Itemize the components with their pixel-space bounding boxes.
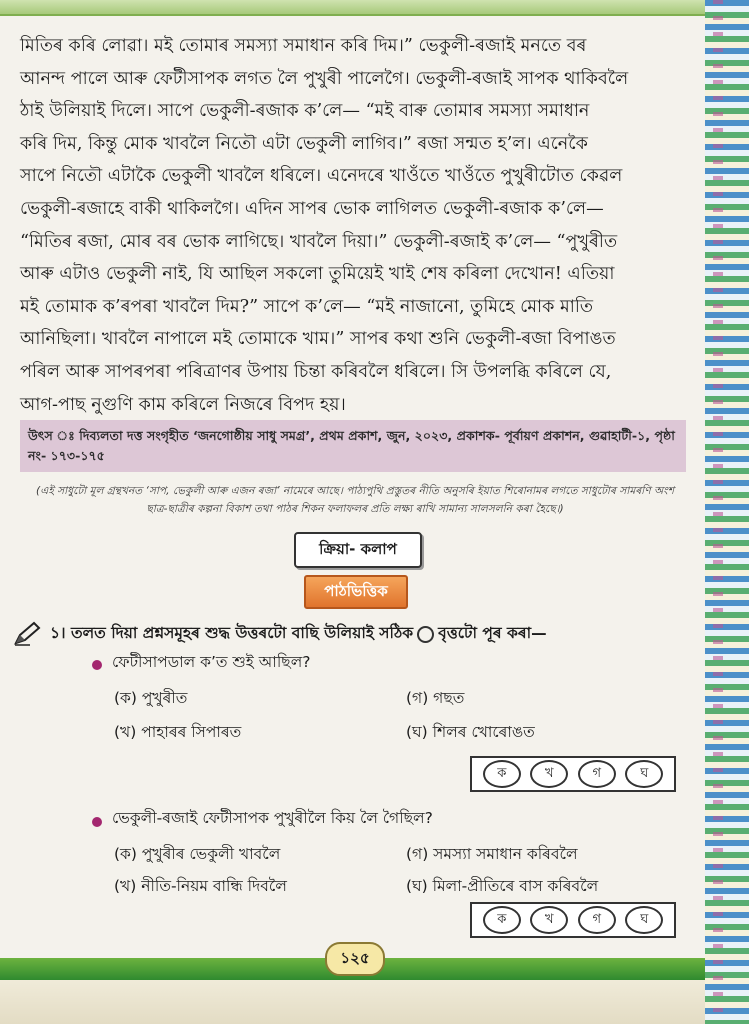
q1-option-b: (খ) পাহাৰৰ সিপাৰত: [114, 723, 242, 741]
story-line: পৰিল আৰু সাপৰপৰা পৰিত্ৰাণৰ উপায় চিন্তা কৰিবলৈ ধৰিলে। সি উপলব্ধি কৰিলে যে,: [20, 361, 612, 382]
story-line: মই তোমাক ক’ৰপৰা খাবলৈ দিম?” সাপে ক’লে— “মই নাজানো, তুমিহে মোক মাতি: [20, 296, 594, 317]
circle-icon: [417, 626, 434, 643]
q1-answer-choices: [470, 756, 676, 792]
choice-ga[interactable]: গ: [578, 906, 616, 934]
story-line: আনিছিলা। খাবলৈ নাপালে মই তোমাকে খাম।” সাপৰ কথা শুনি ভেকুলী-ৰজা বিপাঙত: [20, 329, 616, 350]
q1-option-c: (গ) গছত: [406, 689, 465, 707]
instruction-text: ১। তলত দিয়া প্ৰশ্নসমূহৰ শুদ্ধ উত্তৰটো বাছি উলিয়াই সঠিক: [50, 624, 414, 642]
choice-ga[interactable]: গ: [578, 760, 616, 788]
story-line: “মিতিৰ ৰজা, মোৰ বৰ ভোক লাগিছে। খাবলৈ দিয়া।” ভেকুলী-ৰজাই ক’লে— “পুখুৰীত: [20, 231, 618, 252]
story-line: ভেকুলী-ৰজাহে বাকী থাকিলগৈ। এদিন সাপৰ ভোক লাগিলত ভেকুলী-ৰজাক ক’লে—: [20, 198, 604, 219]
source-citation: উৎস ঃ দিব্যলতা দত্ত সংগৃহীত ‘জনগোষ্ঠীয় সাধু সমগ্ৰ’, প্ৰথম প্ৰকাশ, জুন, ২০২৩, প্ৰকাশক- পূৰ্বায়ণ প্ৰকাশন, গুৱাহাটী-১, পৃষ্ঠা নং- ১৭৩-১৭৫: [20, 420, 686, 472]
choice-gha[interactable]: ঘ: [625, 906, 663, 934]
choice-kha[interactable]: খ: [530, 906, 568, 934]
top-decorative-strip: [0, 0, 705, 16]
question-instruction: [12, 620, 692, 648]
page-number: ১২৫: [325, 942, 385, 976]
q2-answer-choices: [470, 902, 676, 938]
q2-option-b: (খ) নীতি-নিয়ম বান্ধি দিবলৈ: [114, 877, 287, 895]
choice-ka[interactable]: ক: [483, 760, 521, 788]
q1-option-a: (ক) পুখুৰীত: [114, 689, 188, 707]
q2-option-c: (গ) সমস্যা সমাধান কৰিবলৈ: [406, 845, 578, 863]
story-line: মিতিৰ কৰি লোৱা। মই তোমাৰ সমস্যা সমাধান কৰি দিম।” ভেকুলী-ৰজাই মনতে বৰ: [20, 36, 587, 56]
instruction-text-end: বৃত্তটো পূৰ কৰা—: [438, 624, 547, 642]
choice-ka[interactable]: ক: [483, 906, 521, 934]
text-based-heading: পাঠভিত্তিক: [304, 575, 408, 609]
story-line: আনন্দ পালে আৰু ফেটীসাপক লগত লৈ পুখুৰী পালেগৈ। ভেকুলী-ৰজাই সাপক থাকিবলৈ: [20, 68, 629, 89]
choice-kha[interactable]: খ: [530, 760, 568, 788]
choice-gha[interactable]: ঘ: [625, 760, 663, 788]
editorial-note: (এই সাধুটো মূল গ্ৰন্থখনত ‘সাপ, ভেকুলী আৰু এজন ৰজা’ নামেৰে আছে। পাঠ্যপুথি প্ৰস্তুতৰ নীতি অনুসৰি ইয়াত শিৰোনামৰ লগতে সাধুটোৰ সামৰণি অংশ ছাত্ৰ-ছাত্ৰীৰ কল্পনা বিকাশ তথা পাঠৰ শিকন ফলাফলৰ প্ৰতি লক্ষ্য ৰাখি সামান্য সালসলনি কৰা হৈছে।): [36, 485, 674, 515]
bullet-icon: [92, 817, 102, 827]
pencil-icon: [12, 621, 42, 647]
question-2-text: ভেকুলী-ৰজাই ফেটীসাপক পুখুৰীলৈ কিয় লৈ গৈছিল?: [112, 809, 433, 827]
story-line: সাপে নিতৌ এটাকৈ ভেকুলী খাবলৈ ধৰিলে। এনেদৰে খাওঁতে খাওঁতে পুখুৰীটোত কেৱল: [20, 166, 623, 187]
q1-option-d: (ঘ) শিলৰ খোৰোঙত: [406, 723, 535, 741]
story-line: কৰি দিম, কিন্তু মোক খাবলৈ নিতৌ এটা ভেকুলী লাগিব।” ৰজা সন্মত হ’ল। এনেকৈ: [20, 133, 588, 154]
bullet-icon: [92, 660, 102, 670]
story-line: ঠাই উলিয়াই দিলে। সাপে ভেকুলী-ৰজাক ক’লে— “মই বাৰু তোমাৰ সমস্যা সমাধান: [20, 101, 590, 122]
story-line: আৰু এটাও ভেকুলী নাই, যি আছিল সকলো তুমিয়েই খাই শেষ কৰিলা দেখোন! এতিয়া: [20, 264, 615, 285]
story-text: [20, 30, 682, 421]
bottom-margin: [0, 980, 705, 1024]
story-line: আগ-পাছ নুগুণি কাম কৰিলে নিজৰে বিপদ হয়।: [20, 394, 346, 415]
q2-option-a: (ক) পুখুৰীৰ ভেকুলী খাবলৈ: [114, 845, 281, 863]
right-decorative-border: [705, 0, 749, 1024]
q2-option-d: (ঘ) মিলা-প্ৰীতিৰে বাস কৰিবলৈ: [406, 877, 599, 895]
question-1-text: ফেটীসাপডাল ক’ত শুই আছিল?: [112, 653, 311, 671]
activity-heading: ক্ৰিয়া- কলাপ: [294, 532, 422, 568]
